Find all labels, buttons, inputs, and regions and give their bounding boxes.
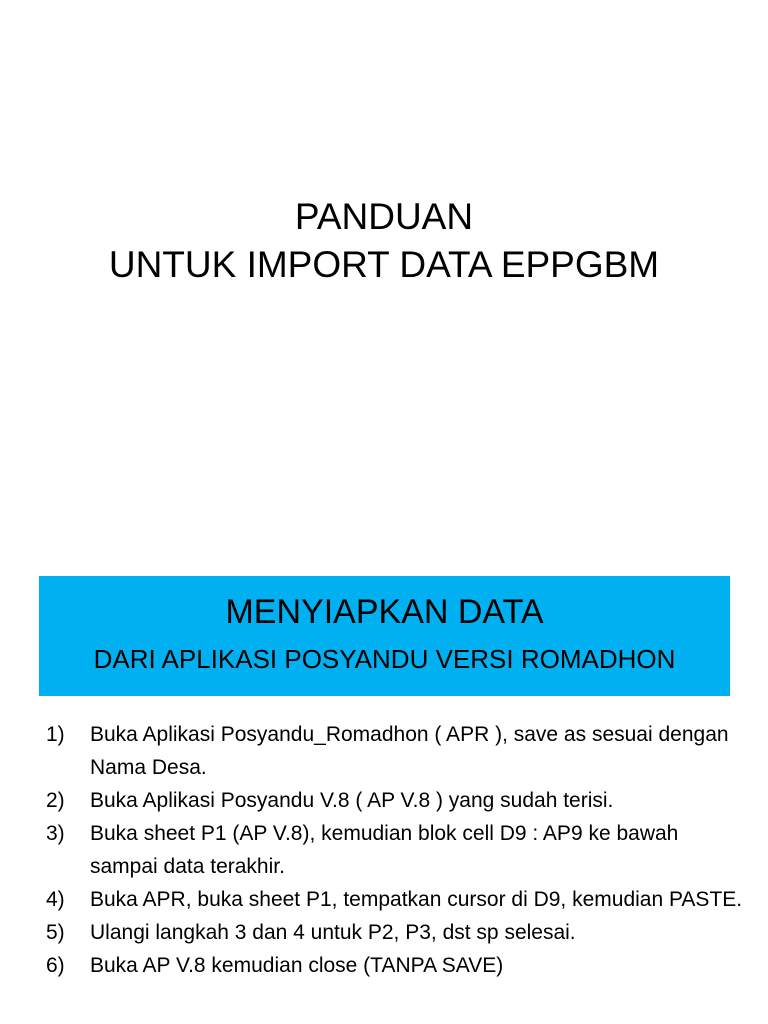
slide-title <box>0 193 768 289</box>
step-number: 3) <box>46 822 65 845</box>
step-text: Buka AP V.8 kemudian close (TANPA SAVE) <box>90 954 504 977</box>
slide-title-line-1: PANDUAN <box>294 196 474 237</box>
list-item <box>46 949 746 982</box>
list-item <box>46 718 746 784</box>
list-item <box>46 817 746 883</box>
list-item <box>46 883 746 916</box>
section-banner <box>39 576 730 696</box>
step-text: Buka APR, buka sheet P1, tempatkan cursor di D9, kemudian PASTE. <box>90 888 743 911</box>
list-item <box>46 784 746 817</box>
steps-list <box>46 718 746 982</box>
list-item <box>46 916 746 949</box>
banner-subtitle: DARI APLIKASI POSYANDU VERSI ROMADHON <box>93 644 676 674</box>
banner-title: MENYIAPKAN DATA <box>225 593 544 631</box>
slide-title-line-2: UNTUK IMPORT DATA EPPGBM <box>108 244 660 285</box>
step-number: 5) <box>46 921 65 944</box>
step-number: 4) <box>46 888 65 911</box>
step-text: Ulangi langkah 3 dan 4 untuk P2, P3, dst sp selesai. <box>90 921 576 944</box>
step-number: 1) <box>46 723 65 746</box>
step-number: 2) <box>46 789 65 812</box>
step-text: Buka Aplikasi Posyandu V.8 ( AP V.8 ) yang sudah terisi. <box>90 789 614 812</box>
step-text: Buka Aplikasi Posyandu_Romadhon ( APR ), save as sesuai dengan Nama Desa. <box>90 723 729 779</box>
step-number: 6) <box>46 954 65 977</box>
step-text: Buka sheet P1 (AP V.8), kemudian blok cell D9 : AP9 ke bawah sampai data terakhir. <box>90 822 679 878</box>
